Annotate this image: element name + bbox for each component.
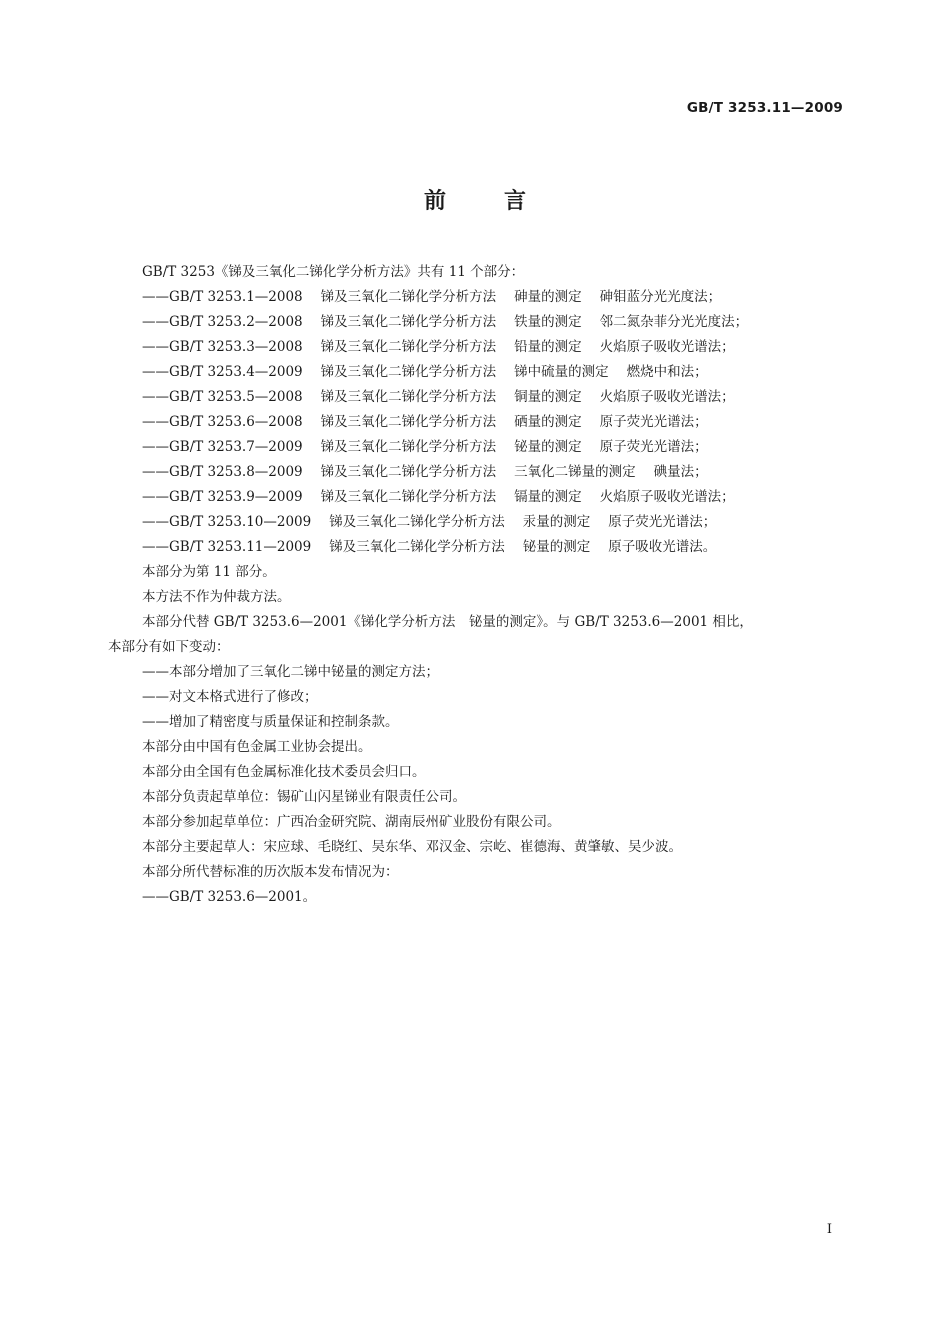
- list-item: ——GB/T 3253.4—2009 锑及三氧化二锑化学分析方法 锑中硫量的测定 燃烧中和法；: [142, 364, 708, 380]
- intro-paragraph: GB/T 3253《锑及三氧化二锑化学分析方法》共有 11 个部分：: [142, 264, 525, 280]
- list-item: ——GB/T 3253.10—2009 锑及三氧化二锑化学分析方法 汞量的测定 原子荧光光谱法；: [142, 514, 717, 530]
- list-item: ——对文本格式进行了修改；: [142, 689, 318, 705]
- list-item: ——GB/T 3253.2—2008 锑及三氧化二锑化学分析方法 铁量的测定 邻二氮杂菲分光光度法；: [142, 314, 749, 330]
- list-item: ——GB/T 3253.6—2008 锑及三氧化二锑化学分析方法 硒量的测定 原子荧光光谱法；: [142, 414, 708, 430]
- page-number: I: [826, 1222, 832, 1237]
- changes-list: [108, 660, 844, 735]
- participating-unit-paragraph: 本部分参加起草单位：广西冶金研究院、湖南辰州矿业股份有限公司。: [142, 814, 561, 830]
- list-item: ——GB/T 3253.11—2009 锑及三氧化二锑化学分析方法 铋量的测定 原子吸收光谱法。: [142, 539, 717, 555]
- parts-list: [108, 285, 844, 560]
- centralized-paragraph: 本部分由全国有色金属标准化技术委员会归口。: [142, 764, 426, 780]
- proposed-paragraph: 本部分由中国有色金属工业协会提出。: [142, 739, 372, 755]
- list-item: ——本部分增加了三氧化二锑中铋量的测定方法；: [142, 664, 439, 680]
- list-item: ——GB/T 3253.1—2008 锑及三氧化二锑化学分析方法 砷量的测定 砷钼蓝分光光度法；: [142, 289, 722, 305]
- list-item: ——增加了精密度与质量保证和控制条款。: [142, 714, 399, 730]
- list-item: ——GB/T 3253.8—2009 锑及三氧化二锑化学分析方法 三氧化二锑量的测定 碘量法；: [142, 464, 708, 480]
- not-arbitration-paragraph: 本方法不作为仲裁方法。: [142, 589, 291, 605]
- standard-code: GB/T 3253.11—2009: [686, 100, 843, 116]
- history-item: ——GB/T 3253.6—2001。: [142, 889, 317, 905]
- replaces-paragraph-line1: 本部分代替 GB/T 3253.6—2001《锑化学分析方法 铋量的测定》。与 GB/T 3253.6—2001 相比，: [142, 614, 753, 630]
- drafting-unit-paragraph: 本部分负责起草单位：锡矿山闪星锑业有限责任公司。: [142, 789, 466, 805]
- replaces-paragraph-line2: 本部分有如下变动：: [108, 639, 230, 655]
- list-item: ——GB/T 3253.9—2009 锑及三氧化二锑化学分析方法 镉量的测定 火焰原子吸收光谱法；: [142, 489, 735, 505]
- history-paragraph: 本部分所代替标准的历次版本发布情况为：: [142, 864, 399, 880]
- list-item: ——GB/T 3253.7—2009 锑及三氧化二锑化学分析方法 铋量的测定 原子荧光光谱法；: [142, 439, 708, 455]
- drafters-paragraph: 本部分主要起草人：宋应球、毛晓红、吴东华、邓汉金、宗屹、崔德海、黄肇敏、吴少波。: [142, 839, 682, 855]
- list-item: ——GB/T 3253.3—2008 锑及三氧化二锑化学分析方法 铅量的测定 火焰原子吸收光谱法；: [142, 339, 735, 355]
- part-number-paragraph: 本部分为第 11 部分。: [142, 564, 276, 580]
- list-item: ——GB/T 3253.5—2008 锑及三氧化二锑化学分析方法 铜量的测定 火焰原子吸收光谱法；: [142, 389, 735, 405]
- page-title: 前言: [423, 189, 584, 214]
- foreword-body: [108, 260, 844, 910]
